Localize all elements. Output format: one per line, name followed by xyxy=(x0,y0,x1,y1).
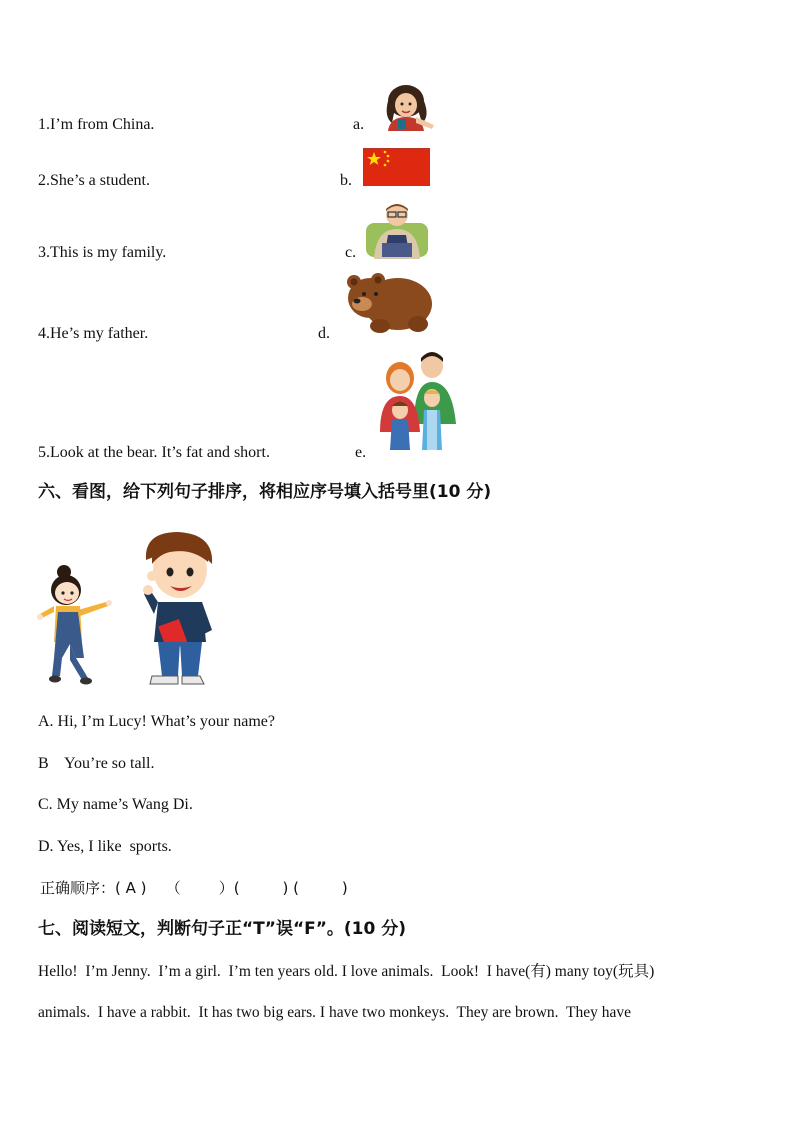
bear-icon xyxy=(342,270,434,336)
matching-sentence-3: 3.This is my family. xyxy=(38,244,167,261)
matching-letter-c: c. xyxy=(345,244,357,261)
lucy-girl-icon xyxy=(36,562,116,686)
matching-letter-b: b. xyxy=(340,172,352,189)
family-icon xyxy=(374,352,460,452)
china-flag-icon xyxy=(363,148,430,186)
matching-sentence-5: 5.Look at the bear. It’s fat and short. xyxy=(38,444,270,461)
correct-order-line: 正确顺序：( A ) （ ）( ) ( ) xyxy=(40,879,348,897)
matching-sentence-2: 2.She’s a student. xyxy=(38,172,150,189)
matching-letter-a: a. xyxy=(353,116,365,133)
option-d: D. Yes, I like sports. xyxy=(38,838,172,855)
option-a: A. Hi, I’m Lucy! What’s your name? xyxy=(38,713,275,730)
option-c: C. My name’s Wang Di. xyxy=(38,796,193,813)
section7-heading: 七、阅读短文，判断句子正“T”误“F”。(10 分) xyxy=(38,919,407,939)
matching-letter-d: d. xyxy=(318,325,330,342)
section6-heading: 六、看图，给下列句子排序，将相应序号填入括号里(10 分) xyxy=(38,482,492,502)
wang-di-boy-icon xyxy=(140,530,216,688)
option-b: B You’re so tall. xyxy=(38,755,155,772)
matching-sentence-4: 4.He’s my father. xyxy=(38,325,149,342)
girl-icon xyxy=(376,83,436,131)
matching-letter-e: e. xyxy=(355,444,367,461)
passage-line-2: animals. I have a rabbit. It has two big ears. I have two monkeys. They are brown. They have xyxy=(38,1004,631,1021)
father-reading-icon xyxy=(364,201,430,259)
matching-sentence-1: 1.I’m from China. xyxy=(38,116,155,133)
passage-line-1: Hello! I’m Jenny. I’m a girl. I’m ten years old. I love animals. Look! I have(有) many toy(玩具) xyxy=(38,963,655,980)
